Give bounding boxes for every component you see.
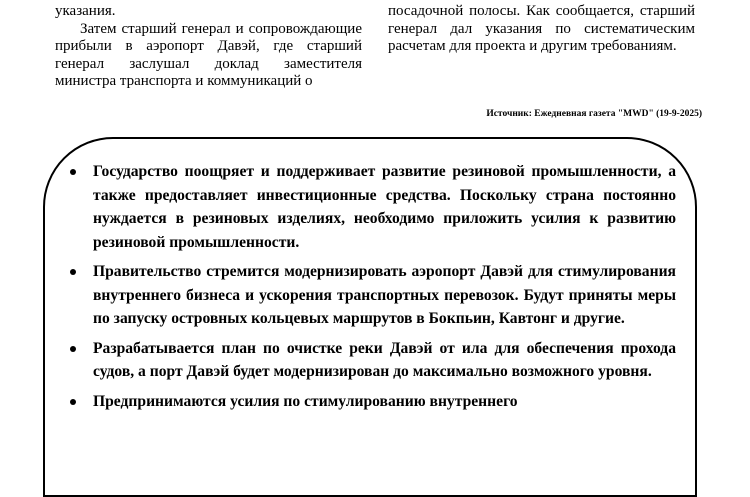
article-text-line: указания.	[55, 3, 116, 19]
bullet-icon	[70, 269, 76, 275]
list-item-text: Предпринимаются усилия по стимулированию внутреннего	[93, 392, 518, 410]
bullet-icon	[70, 399, 76, 405]
article-paragraph: посадочной полосы. Как сообщается, старший генерал дал указания по систематическим расчетам для проекта и другим требованиям.	[388, 3, 695, 55]
list-item-text: Государство поощряет и поддерживает развитие резиновой промышленности, а также предоставляет инвестиционные средства. Поскольку страна постоянно нуждается в резиновых изделиях, необходимо приложить усилия к развитию резиновой промышленности.	[93, 163, 676, 251]
list-item-text: Разрабатывается план по очистке реки Давэй от ила для обеспечения прохода судов, а порт Давэй будет модернизирован до максимально возможного уровня.	[93, 339, 676, 380]
list-item	[70, 337, 676, 384]
bullet-icon	[70, 346, 76, 352]
list-item	[70, 160, 676, 254]
highlights-list	[70, 160, 676, 419]
source-citation: Источник: Ежедневная газета "MWD" (19-9-2025)	[486, 109, 702, 119]
bullet-icon	[70, 169, 76, 175]
list-item	[70, 260, 676, 331]
list-item	[70, 390, 676, 414]
list-item-text: Правительство стремится модернизировать аэропорт Давэй для стимулирования внутреннего бизнеса и ускорения транспортных перевозок. Будут приняты меры по запуску островных кольцевых маршрутов в Бокпьин, Кавтонг и другие.	[93, 263, 676, 327]
article-right-column	[388, 3, 695, 56]
article-paragraph: Затем старший генерал и сопровождающие прибыли в аэропорт Давэй, где старший генерал заслушал доклад заместителя министра транспорта и коммуникаций о	[55, 20, 362, 90]
article-left-column	[55, 3, 362, 91]
